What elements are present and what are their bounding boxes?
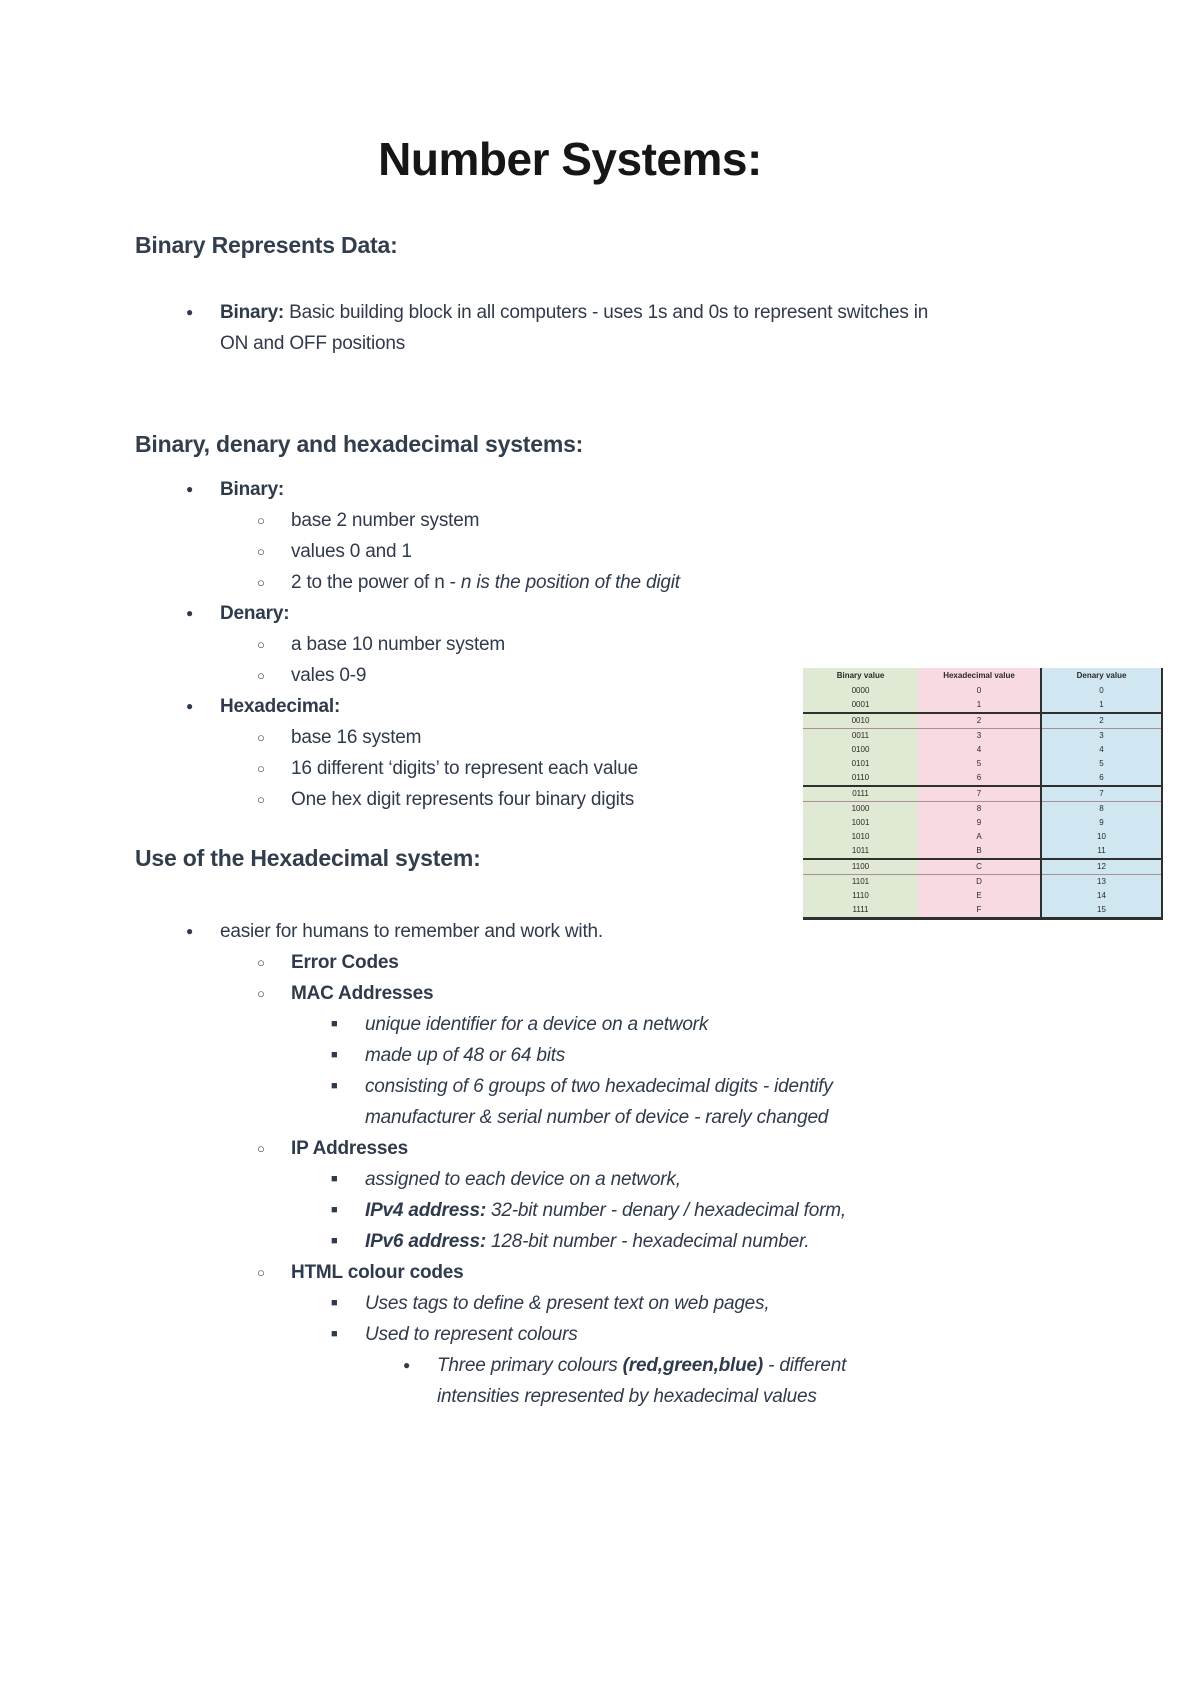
table-cell: 1 <box>918 698 1041 713</box>
table-cell: 14 <box>1041 889 1162 903</box>
list-item-text <box>220 474 284 505</box>
table-cell: 1100 <box>803 859 918 875</box>
table-row <box>803 802 1162 817</box>
table-cell: 1010 <box>803 830 918 844</box>
table-cell: A <box>918 830 1041 844</box>
list-item <box>331 1071 1095 1133</box>
table-cell: 0101 <box>803 757 918 771</box>
list-item <box>257 505 1095 536</box>
bullet-filled-circle-icon: ● <box>186 305 194 319</box>
term-label: HTML colour codes <box>291 1262 464 1283</box>
list-item-text: vales 0-9 <box>291 665 367 686</box>
list-item <box>331 1319 1095 1350</box>
table-cell: E <box>918 889 1041 903</box>
bullet-hollow-circle-icon: ○ <box>257 730 265 745</box>
item-text: 2 to the power of n - <box>291 572 461 593</box>
list-item-text: values 0 and 1 <box>291 541 412 562</box>
term-label: IPv4 address: <box>365 1200 486 1221</box>
list-item <box>186 598 1095 629</box>
bullet-hollow-circle-icon: ○ <box>257 1265 265 1280</box>
term-label: Denary: <box>220 603 290 624</box>
item-text: Basic building block in all computers - uses 1s and 0s to represent switches in ON and OFF positions <box>220 302 929 354</box>
list-item <box>257 1133 1095 1164</box>
list-item-text <box>220 598 289 629</box>
table-cell: 9 <box>1041 816 1162 830</box>
list-item <box>403 1350 1095 1412</box>
table-cell: 1 <box>1041 698 1162 713</box>
bullet-square-icon: ■ <box>331 1328 338 1340</box>
bullet-hollow-circle-icon: ○ <box>257 544 265 559</box>
header-hexadecimal-value: Hexadecimal value <box>918 668 1041 684</box>
bullet-square-icon: ■ <box>331 1173 338 1185</box>
item-text-italic: - different intensities represented by hexadecimal values <box>437 1355 847 1407</box>
term-label: IPv6 address: <box>365 1231 486 1252</box>
table-cell: 0 <box>1041 684 1162 698</box>
bullet-filled-circle-icon: ● <box>186 482 194 496</box>
table-cell: C <box>918 859 1041 875</box>
table-cell: 0011 <box>803 729 918 744</box>
list-item-text <box>220 297 960 359</box>
bullet-square-icon: ■ <box>331 1204 338 1216</box>
list-item <box>331 1195 1095 1226</box>
bullet-filled-circle-icon: ● <box>186 606 194 620</box>
list-item <box>331 1040 1095 1071</box>
page-title: Number Systems: <box>378 133 762 185</box>
table-cell: 15 <box>1041 903 1162 919</box>
table-cell: 12 <box>1041 859 1162 875</box>
header-denary-value: Denary value <box>1041 668 1162 684</box>
table-cell: F <box>918 903 1041 919</box>
table-cell: 4 <box>1041 743 1162 757</box>
list-use-of-hex <box>135 916 1095 1412</box>
item-text-italic: n is the position of the digit <box>460 572 680 593</box>
table-cell: 0010 <box>803 713 918 729</box>
list-item <box>331 1288 1095 1319</box>
term-label: IP Addresses <box>291 1138 408 1159</box>
table-row <box>803 786 1162 802</box>
list-item-text <box>365 1195 846 1226</box>
binary-hex-denary-table <box>803 668 1163 920</box>
list-item-text <box>291 1133 408 1164</box>
term-label: Error Codes <box>291 952 399 973</box>
table-cell: 0110 <box>803 771 918 786</box>
table-cell: 4 <box>918 743 1041 757</box>
table-cell: 0111 <box>803 786 918 802</box>
bullet-square-icon: ■ <box>331 1080 338 1092</box>
table-cell: 1110 <box>803 889 918 903</box>
list-item <box>331 1226 1095 1257</box>
item-text-italic: 128-bit number - hexadecimal number. <box>485 1231 810 1252</box>
table-cell: D <box>918 875 1041 890</box>
table-row <box>803 889 1162 903</box>
list-item <box>186 474 1095 505</box>
list-item-text: unique identifier for a device on a network <box>365 1014 709 1035</box>
table-cell: 7 <box>918 786 1041 802</box>
table-cell: B <box>918 844 1041 859</box>
item-text-bold-italic: (red,green,blue) <box>622 1355 764 1376</box>
list-item <box>331 1164 1095 1195</box>
list-item-text: Uses tags to define & present text on web pages, <box>365 1293 770 1314</box>
bullet-hollow-circle-icon: ○ <box>257 575 265 590</box>
table-cell: 8 <box>918 802 1041 817</box>
list-item <box>257 536 1095 567</box>
table-cell: 3 <box>918 729 1041 744</box>
table-cell: 2 <box>1041 713 1162 729</box>
list-item-text: Used to represent colours <box>365 1324 578 1345</box>
list-item-text: One hex digit represents four binary digits <box>291 789 635 810</box>
section-heading-binary-represents-data: Binary Represents Data: <box>135 232 398 258</box>
table-cell: 3 <box>1041 729 1162 744</box>
table-cell: 1111 <box>803 903 918 919</box>
bullet-hollow-circle-icon: ○ <box>257 986 265 1001</box>
table-cell: 1000 <box>803 802 918 817</box>
table-row <box>803 816 1162 830</box>
term-label: MAC Addresses <box>291 983 434 1004</box>
bullet-square-icon: ■ <box>331 1235 338 1247</box>
table-cell: 0000 <box>803 684 918 698</box>
list-item <box>257 978 1095 1009</box>
list-item-text: easier for humans to remember and work with. <box>220 921 603 942</box>
item-text-italic: Three primary colours <box>437 1355 623 1376</box>
bullet-square-icon: ■ <box>331 1297 338 1309</box>
bullet-hollow-circle-icon: ○ <box>257 637 265 652</box>
table-row <box>803 743 1162 757</box>
section-heading-use-of-hex: Use of the Hexadecimal system: <box>135 845 481 871</box>
header-binary-value: Binary value <box>803 668 918 684</box>
bullet-square-icon: ■ <box>331 1049 338 1061</box>
list-item-text <box>291 567 680 598</box>
list-item-text <box>220 691 340 722</box>
table-cell: 0001 <box>803 698 918 713</box>
list-item <box>331 1009 1095 1040</box>
bullet-filled-circle-icon: ● <box>403 1358 411 1372</box>
table-cell: 5 <box>1041 757 1162 771</box>
list-item-text: a base 10 number system <box>291 634 506 655</box>
list-item <box>186 297 1095 359</box>
list-item-text: assigned to each device on a network, <box>365 1169 681 1190</box>
table-row <box>803 771 1162 786</box>
list-item <box>257 1257 1095 1288</box>
bullet-filled-circle-icon: ● <box>186 699 194 713</box>
bullet-hollow-circle-icon: ○ <box>257 792 265 807</box>
list-item-text <box>291 978 433 1009</box>
list-item-text <box>291 1257 464 1288</box>
list-item-text: 16 different ‘digits’ to represent each value <box>291 758 638 779</box>
term-label: Binary: <box>220 479 285 500</box>
table-cell: 2 <box>918 713 1041 729</box>
bullet-square-icon: ■ <box>331 1018 338 1030</box>
term-label: Binary: <box>220 302 285 323</box>
table-row <box>803 698 1162 713</box>
table-cell: 1101 <box>803 875 918 890</box>
table-row <box>803 844 1162 859</box>
bullet-hollow-circle-icon: ○ <box>257 513 265 528</box>
list-item-text: made up of 48 or 64 bits <box>365 1045 566 1066</box>
conversion-table <box>803 668 1163 920</box>
table-row <box>803 713 1162 729</box>
bullet-filled-circle-icon: ● <box>186 924 194 938</box>
table-cell: 8 <box>1041 802 1162 817</box>
table-row <box>803 830 1162 844</box>
bullet-hollow-circle-icon: ○ <box>257 668 265 683</box>
table-cell: 9 <box>918 816 1041 830</box>
list-item-text <box>365 1226 809 1257</box>
table-cell: 10 <box>1041 830 1162 844</box>
table-cell: 11 <box>1041 844 1162 859</box>
table-row <box>803 859 1162 875</box>
list-item <box>257 567 1095 598</box>
table-row <box>803 684 1162 698</box>
table-row <box>803 875 1162 890</box>
bullet-hollow-circle-icon: ○ <box>257 1141 265 1156</box>
list-binary-represents-data <box>135 297 1095 359</box>
table-cell: 1001 <box>803 816 918 830</box>
list-item <box>257 947 1095 978</box>
table-cell: 5 <box>918 757 1041 771</box>
table-row <box>803 729 1162 744</box>
table-cell: 0100 <box>803 743 918 757</box>
table-row <box>803 903 1162 919</box>
list-item-text: consisting of 6 groups of two hexadecimal digits - identify manufacturer & serial number of device - rarely changed <box>365 1076 833 1128</box>
term-label: Hexadecimal: <box>220 696 341 717</box>
table-cell: 7 <box>1041 786 1162 802</box>
list-item-text <box>291 947 399 978</box>
list-item-text: base 16 system <box>291 727 422 748</box>
list-item-text <box>437 1350 887 1412</box>
bullet-hollow-circle-icon: ○ <box>257 955 265 970</box>
list-item <box>257 629 1095 660</box>
table-cell: 0 <box>918 684 1041 698</box>
table-header-row <box>803 668 1162 684</box>
table-row <box>803 757 1162 771</box>
section-heading-systems: Binary, denary and hexadecimal systems: <box>135 431 584 457</box>
table-cell: 6 <box>918 771 1041 786</box>
list-item <box>186 916 1095 947</box>
list-item-text: base 2 number system <box>291 510 480 531</box>
bullet-hollow-circle-icon: ○ <box>257 761 265 776</box>
table-cell: 13 <box>1041 875 1162 890</box>
item-text-italic: 32-bit number - denary / hexadecimal form, <box>485 1200 846 1221</box>
table-cell: 1011 <box>803 844 918 859</box>
table-cell: 6 <box>1041 771 1162 786</box>
